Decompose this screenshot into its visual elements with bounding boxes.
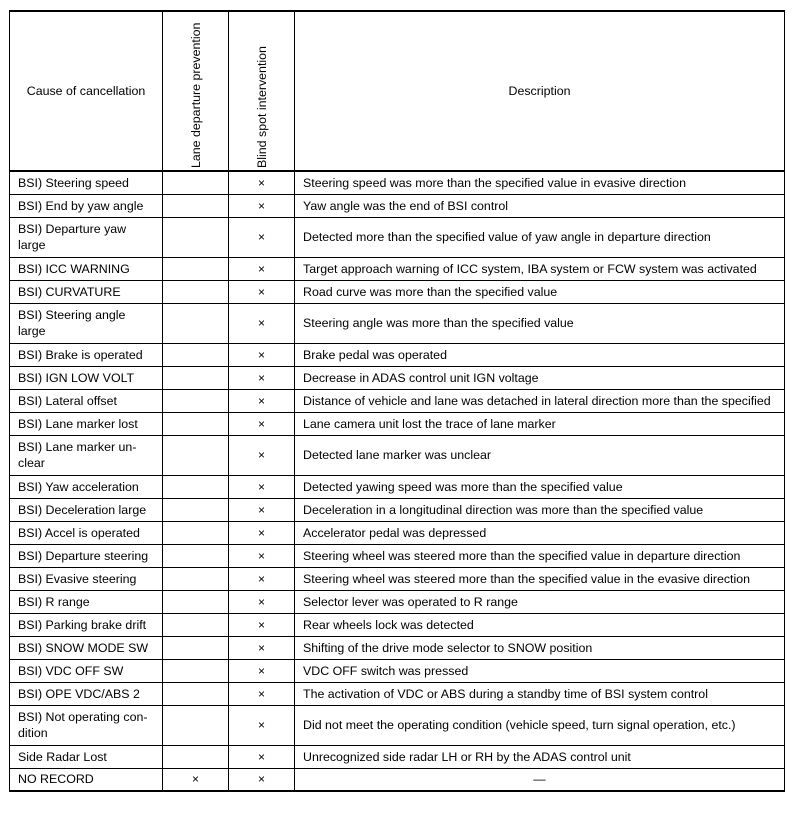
blind-spot-mark: × [229, 682, 295, 705]
table-row [10, 343, 785, 366]
blind-spot-mark: × [229, 280, 295, 303]
cause-cell: BSI) Not operating con-dition [10, 705, 163, 745]
cause-cell: BSI) Parking brake drift [10, 613, 163, 636]
table-row [10, 171, 785, 194]
cause-cell: BSI) Accel is operated [10, 521, 163, 544]
description-cell: Detected yawing speed was more than the specified value [295, 475, 785, 498]
cause-cell: BSI) Yaw acceleration [10, 475, 163, 498]
lane-departure-mark [163, 194, 229, 217]
blind-spot-mark: × [229, 303, 295, 343]
description-cell: Yaw angle was the end of BSI control [295, 194, 785, 217]
blind-spot-mark: × [229, 613, 295, 636]
cancellation-cause-table [9, 10, 785, 792]
cause-cell: BSI) Departure yaw large [10, 217, 163, 257]
lane-departure-mark [163, 389, 229, 412]
table-row [10, 567, 785, 590]
cause-cell: BSI) Lateral offset [10, 389, 163, 412]
cause-cell: BSI) Steering angle large [10, 303, 163, 343]
cause-cell: BSI) OPE VDC/ABS 2 [10, 682, 163, 705]
lane-departure-mark [163, 217, 229, 257]
description-cell: Road curve was more than the specified value [295, 280, 785, 303]
description-cell: VDC OFF switch was pressed [295, 659, 785, 682]
header-description: Description [295, 11, 785, 171]
lane-departure-mark [163, 303, 229, 343]
lane-departure-mark [163, 366, 229, 389]
description-cell: — [295, 768, 785, 791]
cause-cell: BSI) Deceleration large [10, 498, 163, 521]
lane-departure-mark [163, 257, 229, 280]
header-row [10, 11, 785, 171]
cause-cell: BSI) Lane marker lost [10, 412, 163, 435]
cause-cell: BSI) Brake is operated [10, 343, 163, 366]
lane-departure-mark [163, 498, 229, 521]
blind-spot-mark: × [229, 194, 295, 217]
description-cell: The activation of VDC or ABS during a standby time of BSI system control [295, 682, 785, 705]
description-cell: Accelerator pedal was depressed [295, 521, 785, 544]
description-cell: Brake pedal was operated [295, 343, 785, 366]
blind-spot-mark: × [229, 435, 295, 475]
blind-spot-mark: × [229, 590, 295, 613]
cause-cell: BSI) Evasive steering [10, 567, 163, 590]
table-row [10, 412, 785, 435]
description-cell: Decrease in ADAS control unit IGN voltage [295, 366, 785, 389]
header-bsi-label: Blind spot intervention [254, 46, 269, 168]
header-lane-departure-prevention [163, 11, 229, 171]
blind-spot-mark: × [229, 498, 295, 521]
lane-departure-mark [163, 682, 229, 705]
blind-spot-mark: × [229, 171, 295, 194]
description-cell: Deceleration in a longitudinal direction was more than the specified value [295, 498, 785, 521]
cause-cell: BSI) IGN LOW VOLT [10, 366, 163, 389]
header-blind-spot-intervention [229, 11, 295, 171]
lane-departure-mark [163, 521, 229, 544]
table-row [10, 257, 785, 280]
blind-spot-mark: × [229, 366, 295, 389]
cause-cell: BSI) Steering speed [10, 171, 163, 194]
blind-spot-mark: × [229, 412, 295, 435]
blind-spot-mark: × [229, 475, 295, 498]
lane-departure-mark [163, 705, 229, 745]
cause-cell: BSI) R range [10, 590, 163, 613]
table-row [10, 303, 785, 343]
lane-departure-mark [163, 544, 229, 567]
header-ldp-label: Lane departure prevention [188, 22, 203, 168]
table-row [10, 475, 785, 498]
description-cell: Did not meet the operating condition (vehicle speed, turn signal operation, etc.) [295, 705, 785, 745]
table-row [10, 705, 785, 745]
description-cell: Shifting of the drive mode selector to SNOW position [295, 636, 785, 659]
lane-departure-mark [163, 590, 229, 613]
cause-cell: Side Radar Lost [10, 745, 163, 768]
lane-departure-mark [163, 171, 229, 194]
lane-departure-mark [163, 435, 229, 475]
table-row [10, 217, 785, 257]
table-row [10, 613, 785, 636]
lane-departure-mark [163, 475, 229, 498]
cause-cell: BSI) Lane marker un-clear [10, 435, 163, 475]
description-cell: Unrecognized side radar LH or RH by the ADAS control unit [295, 745, 785, 768]
table-header [10, 11, 785, 171]
table-row [10, 366, 785, 389]
lane-departure-mark: × [163, 768, 229, 791]
cause-cell: BSI) ICC WARNING [10, 257, 163, 280]
header-cause: Cause of cancellation [10, 11, 163, 171]
table-row [10, 590, 785, 613]
table-row [10, 768, 785, 791]
blind-spot-mark: × [229, 636, 295, 659]
description-cell: Selector lever was operated to R range [295, 590, 785, 613]
blind-spot-mark: × [229, 389, 295, 412]
table-row [10, 745, 785, 768]
description-cell: Distance of vehicle and lane was detached in lateral direction more than the specified [295, 389, 785, 412]
blind-spot-mark: × [229, 521, 295, 544]
lane-departure-mark [163, 613, 229, 636]
cause-cell: BSI) End by yaw angle [10, 194, 163, 217]
cause-cell: NO RECORD [10, 768, 163, 791]
blind-spot-mark: × [229, 257, 295, 280]
lane-departure-mark [163, 343, 229, 366]
table-row [10, 194, 785, 217]
table-row [10, 636, 785, 659]
cause-cell: BSI) CURVATURE [10, 280, 163, 303]
table-row [10, 389, 785, 412]
blind-spot-mark: × [229, 659, 295, 682]
table-row [10, 498, 785, 521]
cause-cell: BSI) Departure steering [10, 544, 163, 567]
blind-spot-mark: × [229, 544, 295, 567]
blind-spot-mark: × [229, 745, 295, 768]
blind-spot-mark: × [229, 567, 295, 590]
description-cell: Steering wheel was steered more than the specified value in the evasive direction [295, 567, 785, 590]
cancellation-table-wrapper [9, 10, 785, 792]
lane-departure-mark [163, 567, 229, 590]
description-cell: Steering angle was more than the specified value [295, 303, 785, 343]
lane-departure-mark [163, 412, 229, 435]
table-row [10, 544, 785, 567]
lane-departure-mark [163, 636, 229, 659]
table-row [10, 659, 785, 682]
blind-spot-mark: × [229, 768, 295, 791]
blind-spot-mark: × [229, 217, 295, 257]
lane-departure-mark [163, 659, 229, 682]
description-cell: Steering wheel was steered more than the specified value in departure direction [295, 544, 785, 567]
cause-cell: BSI) VDC OFF SW [10, 659, 163, 682]
description-cell: Target approach warning of ICC system, IBA system or FCW system was activated [295, 257, 785, 280]
description-cell: Steering speed was more than the specified value in evasive direction [295, 171, 785, 194]
description-cell: Detected lane marker was unclear [295, 435, 785, 475]
lane-departure-mark [163, 745, 229, 768]
cause-cell: BSI) SNOW MODE SW [10, 636, 163, 659]
table-row [10, 521, 785, 544]
description-cell: Rear wheels lock was detected [295, 613, 785, 636]
description-cell: Lane camera unit lost the trace of lane marker [295, 412, 785, 435]
description-cell: Detected more than the specified value of yaw angle in departure direction [295, 217, 785, 257]
table-row [10, 280, 785, 303]
blind-spot-mark: × [229, 343, 295, 366]
blind-spot-mark: × [229, 705, 295, 745]
table-body [10, 171, 785, 791]
table-row [10, 435, 785, 475]
table-row [10, 682, 785, 705]
lane-departure-mark [163, 280, 229, 303]
